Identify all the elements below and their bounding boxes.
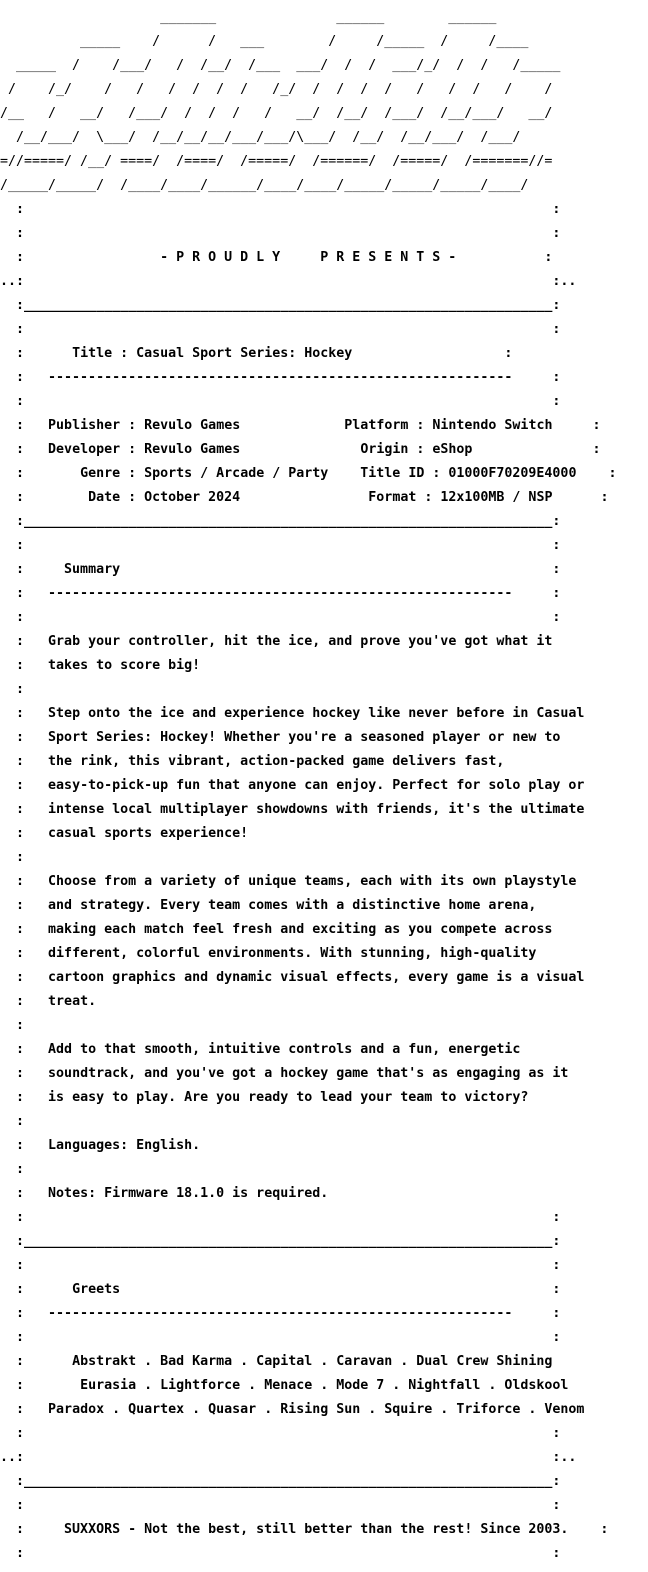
greets-line: : Abstrakt . Bad Karma . Capital . Caravan . Dual Crew Shining: [0, 1354, 553, 1369]
titleid-value: 01000F70209E4000: [448, 466, 577, 481]
summary-line: : Notes: Firmware 18.1.0 is required.: [0, 1186, 329, 1201]
logo-line: _____ / /___/ / /__/ /___ ___/ / / ___/_/ / / /_____: [0, 58, 561, 73]
logo-line: /__ / __/ /___/ / / / / __/ /__/ /___/ /__/___/ __/: [0, 106, 553, 121]
frame-line: : :: [0, 1258, 561, 1273]
greets-text: Paradox . Quartex . Quasar . Rising Sun . Squire . Triforce . Venom: [48, 1402, 585, 1417]
titleid-label: Title ID: [360, 466, 425, 481]
summary-text: is easy to play. Are you ready to lead your team to victory?: [48, 1090, 529, 1105]
frame-line: :__________________________________________________________________:: [0, 298, 561, 313]
format-value: 12x100MB / NSP: [440, 490, 553, 505]
greets-heading-line: : Greets :: [0, 1282, 561, 1297]
logo-line: /__/___/ \___/ /__/__/__/___/___/\___/ /__/ /__/___/ /___/: [0, 130, 521, 145]
frame-line: :__________________________________________________________________:: [0, 514, 561, 529]
summary-text: the rink, this vibrant, action-packed game delivers fast,: [48, 754, 505, 769]
summary-text: and strategy. Every team comes with a distinctive home arena,: [48, 898, 537, 913]
summary-line: : is easy to play. Are you ready to lead your team to victory?: [0, 1090, 529, 1105]
summary-text: different, colorful environments. With stunning, high-quality: [48, 946, 537, 961]
summary-line: : intense local multiplayer showdowns with friends, it's the ultimate: [0, 802, 585, 817]
summary-text: treat.: [48, 994, 97, 1009]
summary-line: : easy-to-pick-up fun that anyone can enjoy. Perfect for solo play or: [0, 778, 585, 793]
frame-line: : :: [0, 394, 561, 409]
divider: : ---------------------------------------------------------- :: [0, 586, 561, 601]
info-row: : Publisher : Revulo Games Platform : Nintendo Switch :: [0, 418, 601, 433]
platform-value: Nintendo Switch: [432, 418, 553, 433]
developer-value: Revulo Games: [144, 442, 241, 457]
origin-label: Origin: [360, 442, 409, 457]
summary-line: : Add to that smooth, intuitive controls and a fun, energetic: [0, 1042, 521, 1057]
summary-line: : soundtrack, and you've got a hockey game that's as engaging as it: [0, 1066, 569, 1081]
frame-line: : :: [0, 202, 561, 217]
divider: : ---------------------------------------------------------- :: [0, 370, 561, 385]
summary-line: :: [0, 1162, 49, 1177]
summary-line: : Sport Series: Hockey! Whether you're a seasoned player or new to: [0, 730, 561, 745]
frame-line: :__________________________________________________________________:: [0, 1234, 561, 1249]
logo-line: _______ ______ ______: [0, 10, 497, 25]
summary-text: soundtrack, and you've got a hockey game that's as engaging as it: [48, 1066, 569, 1081]
summary-line: :: [0, 850, 49, 865]
frame-line: :__________________________________________________________________:: [0, 1474, 561, 1489]
divider: : ---------------------------------------------------------- :: [0, 1306, 561, 1321]
date-value: October 2024: [144, 490, 241, 505]
title-value: Casual Sport Series: Hockey: [136, 346, 353, 361]
logo-line: =//=====/ /__/ ====/ /====/ /=====/ /======/ /=====/ /=======//=: [0, 154, 553, 169]
greets-line: : Eurasia . Lightforce . Menace . Mode 7 . Nightfall . Oldskool: [0, 1378, 569, 1393]
frame-line: : :: [0, 1210, 561, 1225]
frame-line: : :: [0, 1498, 561, 1513]
genre-label: Genre: [80, 466, 121, 481]
publisher-value: Revulo Games: [144, 418, 241, 433]
summary-heading: Summary: [64, 562, 121, 577]
summary-text: making each match feel fresh and exciting as you compete across: [48, 922, 553, 937]
frame-line: : :: [0, 226, 561, 241]
footer-text: SUXXORS - Not the best, still better than the rest! Since 2003.: [64, 1522, 569, 1537]
summary-line: :: [0, 1018, 49, 1033]
format-label: Format: [368, 490, 417, 505]
frame-line: ..: :..: [0, 274, 577, 289]
summary-line: : treat.: [0, 994, 97, 1009]
date-label: Date: [88, 490, 121, 505]
title-label: Title: [72, 346, 113, 361]
summary-text: cartoon graphics and dynamic visual effects, every game is a visual: [48, 970, 585, 985]
genre-value: Sports / Arcade / Party: [144, 466, 329, 481]
frame-line: : :: [0, 1330, 561, 1345]
summary-line: : Step onto the ice and experience hockey like never before in Casual: [0, 706, 585, 721]
summary-heading-line: : Summary :: [0, 562, 561, 577]
origin-value: eShop: [432, 442, 473, 457]
frame-line: ..: :..: [0, 1450, 577, 1465]
presents-line: : - P R O U D L Y P R E S E N T S - :: [0, 250, 553, 265]
summary-line: : Grab your controller, hit the ice, and prove you've got what it: [0, 634, 553, 649]
summary-text: Grab your controller, hit the ice, and prove you've got what it: [48, 634, 553, 649]
greets-text: Abstrakt . Bad Karma . Capital . Caravan . Dual Crew Shining: [48, 1354, 553, 1369]
publisher-label: Publisher: [48, 418, 121, 433]
frame-line: : :: [0, 538, 561, 553]
summary-line: : and strategy. Every team comes with a distinctive home arena,: [0, 898, 537, 913]
frame-line: : :: [0, 322, 561, 337]
greets-text: Eurasia . Lightforce . Menace . Mode 7 . Nightfall . Oldskool: [48, 1378, 569, 1393]
summary-line: : cartoon graphics and dynamic visual effects, every game is a visual: [0, 970, 585, 985]
summary-text: Choose from a variety of unique teams, each with its own playstyle: [48, 874, 577, 889]
info-row: : Developer : Revulo Games Origin : eShop :: [0, 442, 601, 457]
logo-line: _____ / / ___ / /_____ / /____: [0, 34, 529, 49]
summary-text: intense local multiplayer showdowns with friends, it's the ultimate: [48, 802, 585, 817]
summary-text: Notes: Firmware 18.1.0 is required.: [48, 1186, 329, 1201]
summary-text: Sport Series: Hockey! Whether you're a seasoned player or new to: [48, 730, 561, 745]
summary-text: Languages: English.: [48, 1138, 201, 1153]
logo-line: / /_/ / / / / / / /_/ / / / / / / / / /: [0, 82, 553, 97]
frame-line: : :: [0, 1546, 561, 1561]
frame-line: : :: [0, 1426, 561, 1441]
summary-line: : Choose from a variety of unique teams, each with its own playstyle: [0, 874, 577, 889]
summary-line: :: [0, 682, 49, 697]
greets-heading: Greets: [72, 1282, 121, 1297]
summary-text: Add to that smooth, intuitive controls and a fun, energetic: [48, 1042, 521, 1057]
info-row: : Genre : Sports / Arcade / Party Title ID : 01000F70209E4000 :: [0, 466, 617, 481]
summary-line: : the rink, this vibrant, action-packed game delivers fast,: [0, 754, 505, 769]
summary-line: :: [0, 1114, 49, 1129]
summary-line: : Languages: English.: [0, 1138, 201, 1153]
summary-line: : making each match feel fresh and exciting as you compete across: [0, 922, 553, 937]
summary-line: : different, colorful environments. With stunning, high-quality: [0, 946, 537, 961]
presents-text: - P R O U D L Y P R E S E N T S -: [160, 250, 457, 265]
summary-line: : casual sports experience!: [0, 826, 249, 841]
summary-text: casual sports experience!: [48, 826, 249, 841]
footer-line: : SUXXORS - Not the best, still better than the rest! Since 2003. :: [0, 1522, 609, 1537]
logo-line: /_____/_____/ /____/____/______/____/____/_____/_____/_____/____/: [0, 178, 529, 193]
info-row: : Date : October 2024 Format : 12x100MB / NSP :: [0, 490, 609, 505]
platform-label: Platform: [344, 418, 409, 433]
frame-line: : :: [0, 610, 561, 625]
summary-text: takes to score big!: [48, 658, 201, 673]
summary-text: easy-to-pick-up fun that anyone can enjoy. Perfect for solo play or: [48, 778, 585, 793]
title-line: : Title : Casual Sport Series: Hockey :: [0, 346, 513, 361]
summary-line: : takes to score big!: [0, 658, 201, 673]
developer-label: Developer: [48, 442, 121, 457]
greets-line: : Paradox . Quartex . Quasar . Rising Sun . Squire . Triforce . Venom: [0, 1402, 585, 1417]
summary-text: Step onto the ice and experience hockey like never before in Casual: [48, 706, 585, 721]
